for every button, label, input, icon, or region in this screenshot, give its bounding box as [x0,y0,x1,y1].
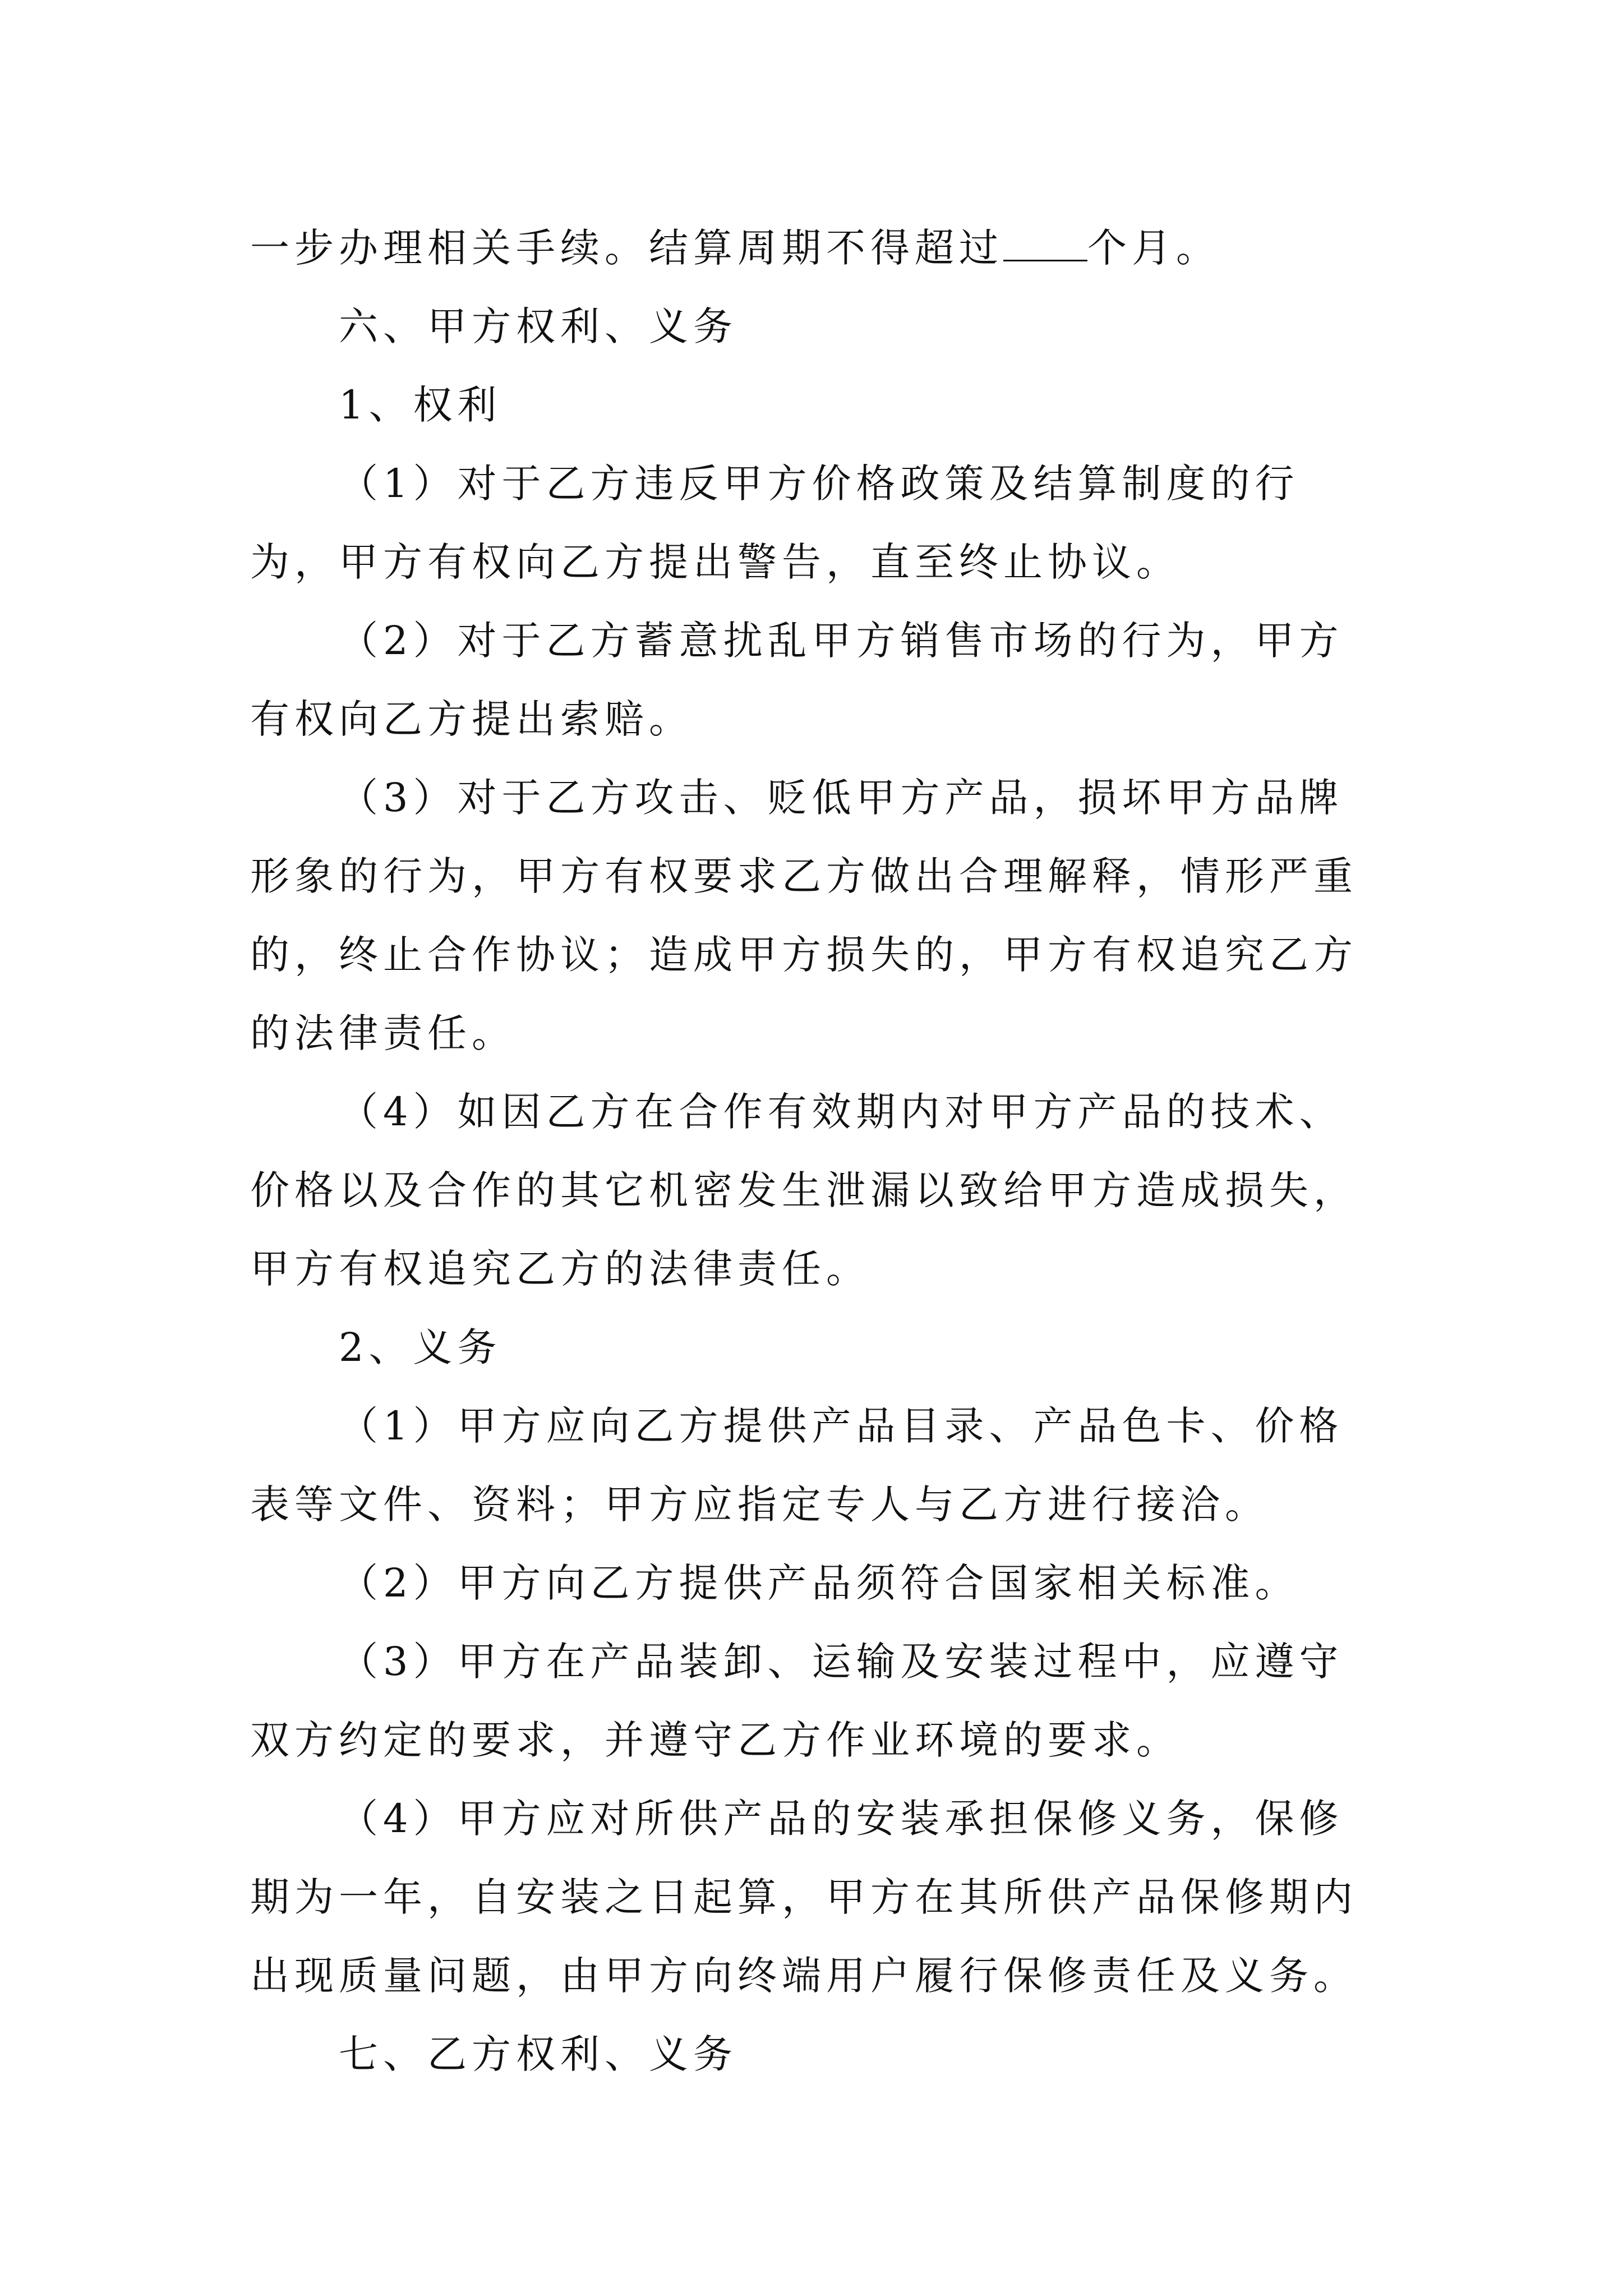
blank-field [1003,224,1087,261]
obligation-item-1: （1）甲方应向乙方提供产品目录、产品色卡、价格表等文件、资料；甲方应指定专人与乙方进行接洽。 [250,1403,1344,1527]
document-body [250,209,1383,2093]
subheading-rights: 1、权利 [339,382,502,428]
right-item-4: （4）如因乙方在合作有效期内对甲方产品的技术、价格以及合作的其它机密发生泄漏以致给甲方造成损失，甲方有权追究乙方的法律责任。 [250,1089,1358,1292]
right-item-2: （2）对于乙方蓄意扰乱甲方销售市场的行为，甲方有权向乙方提出索赔。 [250,618,1344,742]
section-heading-6: 六、甲方权利、义务 [339,303,737,349]
obligation-item-2: （2）甲方向乙方提供产品须符合国家相关标准。 [339,1560,1299,1606]
obligation-item-4: （4）甲方应对所供产品的安装承担保修义务，保修期为一年，自安装之日起算，甲方在其所供产品保修期内出现质量问题，由甲方向终端用户履行保修责任及义务。 [250,1796,1358,1999]
right-item-1: （1）对于乙方违反甲方价格政策及结算制度的行为，甲方有权向乙方提出警告，直至终止协议。 [250,461,1299,585]
right-item-3: （3）对于乙方攻击、贬低甲方产品，损坏甲方品牌形象的行为，甲方有权要求乙方做出合理解释，情形严重的，终止合作协议；造成甲方损失的，甲方有权追究乙方的法律责任。 [250,775,1358,1056]
subheading-obligations: 2、义务 [339,1324,502,1370]
settlement-text: 一步办理相关手续。结算周期不得超过 [250,225,1003,271]
settlement-text-end: 个月。 [1087,225,1220,271]
section-heading-7: 七、乙方权利、义务 [339,2031,737,2077]
paragraph-settlement-period [250,209,1383,287]
obligation-item-3: （3）甲方在产品装卸、运输及安装过程中，应遵守双方约定的要求，并遵守乙方作业环境的要求。 [250,1639,1344,1763]
